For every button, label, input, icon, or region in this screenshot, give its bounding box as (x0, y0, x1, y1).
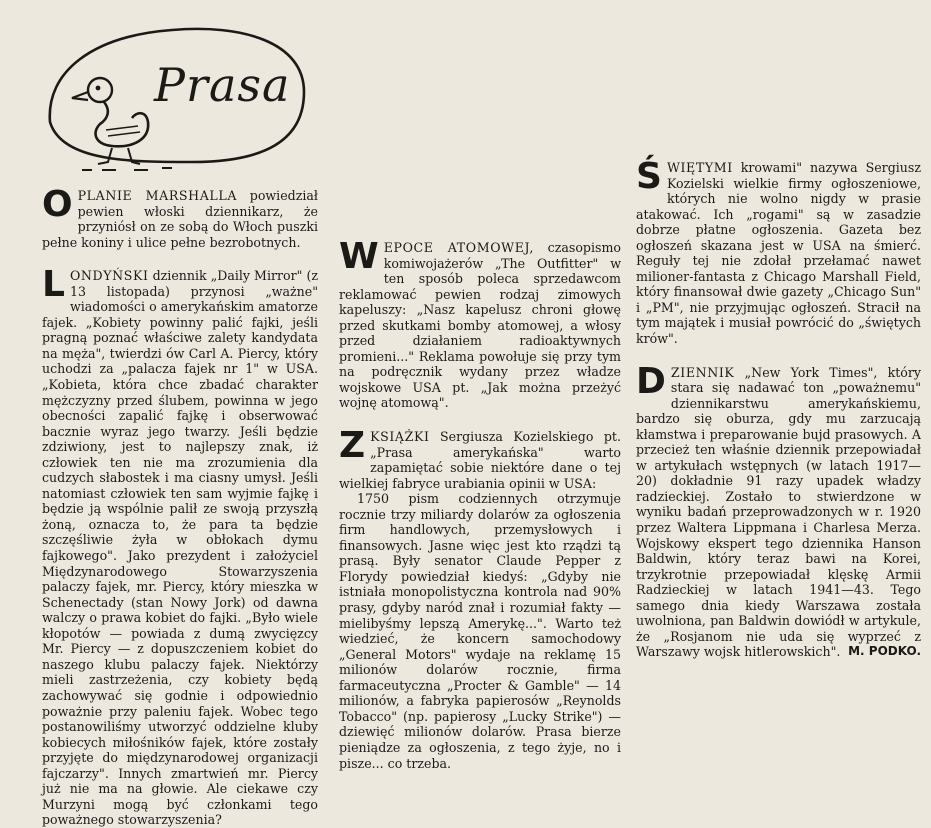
dropcap: Z (339, 425, 366, 467)
article-ny-times (636, 360, 921, 660)
article-lead: EPOCE ATOMOWEJ, (383, 240, 535, 255)
article-text: krowami" nazywa Sergiusz Kozielski wielkie firmy ogłoszeniowe, których nie wolno nigdy w prasie atakować. Ich „rogami" są w zasadzie dobrze płatne ogłoszenia. Gazeta bez ogłoszeń skazana jest w USA na śmierć. Reguły tej nie zdołał przełamać nawet milioner-fantasta z Chicago Marshall Field, który finansował dwie gazety „Chicago Sun" i „PM", nie przyjmując ogłoszeń. Stracił na tym majątek i musiał powrócić do „świętych krów". (636, 160, 921, 347)
prasa-logo (42, 12, 318, 188)
article-text: czasopismo komiwojażerów „The Outfitter" w ten sposób poleca sprzedawcom reklamować pewien rodzaj zimowych kapeluszy: „Nasz kapelusz chroni głowę przed skutkami bomby atomowej, a włosy przed działaniem radioaktywnych promieni..." Reklama powołuje się przy tym na podręcznik wydany przez władze wojskowe USA pt. „Jak można przeżyć wojnę atomową". (339, 240, 622, 411)
article-sacred-cows (636, 156, 921, 347)
column-2 (339, 236, 622, 771)
article-marshall (42, 184, 318, 250)
article-lead: KSIĄŻKI (370, 429, 430, 445)
article-lead: WIĘTYMI (666, 160, 733, 175)
dropcap: L (42, 264, 65, 306)
dropcap: D (636, 360, 666, 402)
article-text: dziennik „Daily Mirror" (z 13 listopada) przynosi „ważne" wiadomości o amerykańskim amatorze fajek. „Kobiety powinny palić fajki, jeśli pragną poznać właściwe zalety kandydata na męża", twierdzi ów Carl A. Piercy, który uchodzi za „palacza fajek nr 1" w USA. „Kobieta, która chce zbadać charakter mężczyzny przed ślubem, powinna w jego obecności zapalić fajkę i obserwować bacznie wyraz jego twarzy. Jeśli będzie zdziwiony, jest to najlepszy znak, iż człowiek ten nie ma zrozumienia dla cudzych słabostek i ma ciasny umysł. Jeśli natomiast człowiek ten sam wyjmie fajkę i będzie ją wspólnie palił ze swoją przyszłą żoną, oznacza to, że para ta będzie szczęśliwie żyła w obłokach dymu fajkowego". Jako prezydent i założyciel Międzynarodowego Stowarzyszenia palaczy fajek, mr. Piercy, który mieszka w Schenectady (stan Nowy Jork) od dawna walczy o prawa kobiet do fajki. „Było wiele kłopotów — powiada z dumą zwycięzcy Mr. Piercy — z dopuszczeniem kobiet do naszego klubu palaczy fajek. Niektórzy mieli zastrzeżenia, czy kobiety będą zachowywać się godnie i odpowiednio poważnie przy paleniu fajek. Wobec tego postanowiliśmy utworzyć oddzielne kluby kobiecych miłośników fajek, które zostały przyjęte do międzynarodowej organizacji fajczarzy". Innych zmartwień mr. Piercy już nie ma na głowie. Ale ciekawe czy Murzyni mogą być członkami tego poważnego stowarzyszenia? (42, 268, 318, 828)
dropcap: W (339, 236, 379, 277)
dropcap: Ś (636, 156, 662, 197)
column-1 (42, 12, 318, 828)
article-atomic-epoch (339, 236, 622, 411)
column-3 (636, 156, 921, 660)
article-kozielski-book (339, 425, 621, 771)
article-text-continued: 1750 pism codziennych otrzymuje rocznie trzy miliardy dolarów za ogłoszenia firm handlowych, przemysłowych i finansowych. Jasne więc jest kto rządzi tą prasą. Były senator Claude Pepper z Florydy powiedział kiedyś: „Gdyby nie istniała monopolistyczna kontrola nad 90% prasy, gdyby naród znał i rozumiał fakty — mielibyśmy lepszą Amerykę...". Warto też wiedzieć, że koncern samochodowy „General Motors" wydaje na reklamę 15 milionów dolarów rocznie, firma farmaceutyczna „Procter & Gamble" — 14 milionów, a fabryka papierosów „Reynolds Tobacco" (np. papierosy „Lucky Strike") — dziewięć milionów dolarów. Prasa bierze pieniądze za ogłoszenia, z tego żyje, no i pisze... co trzeba. (339, 491, 621, 771)
article-lead: ONDYŃSKI (69, 268, 149, 284)
logo-word: Prasa (154, 58, 291, 112)
article-text: Sergiusza Kozielskiego pt. „Prasa amerykańska" warto zapamiętać sobie niektóre dane o tej wielkiej fabryce urabiania opinii w USA: (339, 429, 621, 491)
article-lead: PLANIE MARSHALLA (77, 188, 238, 203)
article-text: powiedział pewien włoski dziennikarz, że przyniósł on ze sobą do Włoch puszki pełne koniny i ulice pełne bezrobotnych. (42, 188, 318, 250)
author-signature: M. PODKO. (848, 644, 921, 659)
article-daily-mirror (42, 264, 318, 828)
article-lead: ZIENNIK (670, 364, 735, 380)
article-text: „New York Times", który stara się nadawać ton „poważnemu" dziennikarstwu amerykańskiemu, bardzo się oburza, gdy mu zarzucają kłamstwa i preparowanie bujd prasowych. A przecież ten właśnie dziennik przepowiadał w artykułach wstępnych (w latach 1917—20) dokładnie 91 razy upadek władzy radzieckiej. Zostało to stwierdzone w wyniku badań przeprowadzonych w r. 1920 przez Waltera Lippmana i Charlesa Merza. Wojskowy ekspert tego dziennika Hanson Baldwin, który teraz bawi na Korei, trzykrotnie przepowiadał klęskę Armii Radzieckiej w latach 1941—43. Tego samego dnia kiedy Warszawa została uwolniona, pan Baldwin dowiódł w artykule, że „Rosjanom nie uda się wyprzeć z Warszawy wojsk hitlerowskich". (636, 364, 921, 660)
dropcap: O (42, 184, 73, 225)
